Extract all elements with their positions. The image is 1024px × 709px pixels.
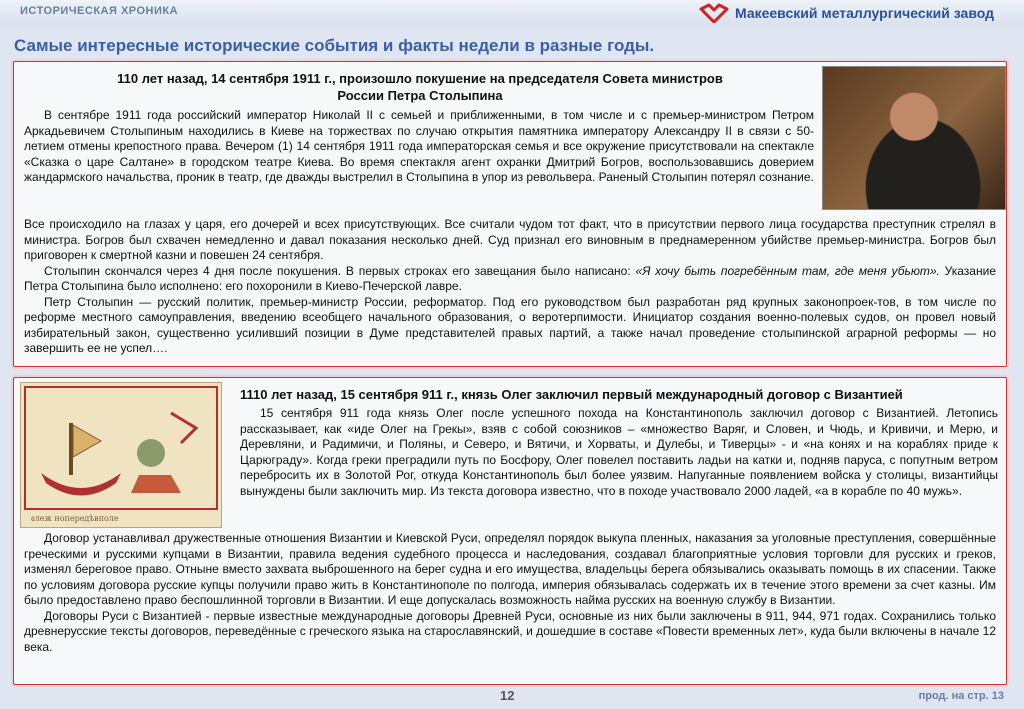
article-title-line2: России Петра Столыпина bbox=[337, 88, 503, 103]
top-bar bbox=[0, 0, 1024, 26]
page-heading: Самые интересные исторические события и факты недели в разные годы. bbox=[14, 36, 655, 55]
brand-logo-icon bbox=[699, 3, 729, 23]
paragraph bbox=[24, 264, 996, 295]
article-body-bottom bbox=[24, 217, 996, 357]
stolypin-portrait bbox=[822, 66, 1006, 210]
article-title: 1110 лет назад, 15 сентября 911 г., князь Олег заключил первый международный договор с Византией bbox=[240, 387, 903, 402]
article-body-top bbox=[24, 108, 814, 186]
paragraph: Все происходило на глазах у царя, его дочерей и всех присутствующих. Все считали чудом тот факт, что в присутствии первого лица государства преступник стрелял в министра. Богров был схвачен немедленно и давал показания несколько дней. Суд признал его виновным в преднамеренном убийстве премьер-министра. Богров был приговорен к смертной казни и повешен 24 сентября. bbox=[24, 217, 996, 262]
article-oleg bbox=[13, 377, 1007, 685]
text-span: Указание Петра Столыпина было исполнено: его похоронили в Киево-Печерской лавре. bbox=[24, 263, 996, 293]
article-title-line1: 110 лет назад, 14 сентября 1911 г., произошло покушение на председателя Совета министров bbox=[117, 71, 723, 86]
svg-text:ᲂлеж нопередѣвполе: ᲂлеж нопередѣвполе bbox=[31, 514, 119, 523]
text-span: Столыпин скончался через 4 дня после покушения. В первых строках его завещания было написано: bbox=[44, 263, 636, 278]
article-body-bottom bbox=[24, 531, 996, 655]
continued-note: прод. на стр. 13 bbox=[918, 690, 1004, 702]
paragraph: 15 сентября 911 года князь Олег после успешного похода на Константинополь заключил договор с Византией. Летопись рассказывает, как «иде Олег на Грекы», взяв с собой союзников – «множество Варяг, и Словен, и Чюдь, и Кривичи, и Мерю, и Деревляни, и Радимичи, и Поляны, и Северо, и Вятичи, и Хорваты, и Дулебы, и Тиверцы» - и «на конях и на кораблях приде к Царюграду». Когда греки преградили путь по Босфору, Олег повелел поставить ладьи на катки и, подняв паруса, с попутным ветром перебросить их в Золотой Рог, откуда Константинополь был более уязвим. Напуганные появлением войска у столицы, византийцы вынуждены были заключить мир. Из текста договора известно, что в походе участвовало 2000 ладей, «а в корабле по 40 мужь». bbox=[240, 406, 998, 498]
article-title bbox=[22, 70, 818, 104]
miniature-illustration bbox=[21, 383, 221, 527]
paragraph: Договоры Руси с Византией - первые известные международные договоры Древней Руси, основные из них были заключены в 911, 944, 971 годах. Сохранились только древнерусские тексты договоров, переведённые с греческого языка на старославянский, и дошедшие в составе «Повести временных лет», куда были включены в начале 12 века. bbox=[24, 608, 996, 654]
chronicle-miniature bbox=[20, 382, 222, 528]
article-stolypin bbox=[13, 61, 1007, 367]
brand bbox=[699, 3, 994, 23]
paragraph: Договор устанавливал дружественные отношения Византии и Киевской Руси, определял порядок выкупа пленных, наказания за уголовные преступления, совершённые греческими и русскими купцами в Византии, правила ведения судебного процесса и наследования, создавал благоприятные условия торговли для русских и греков, изменял береговое право. Отныне вместо захвата выброшенного на берег судна и его имущества, владельцы берега обязывались оказывать помощь в их спасении. Также по условиям договора русские купцы получили право жить в Константинополе по полгода, империя обязывалась содержать их в течение этого времени за счет казны. Им было предоставлено право беспошлинной торговли в Византии. И еще допускалась возможность найма русских на военную службу в Византии. bbox=[24, 531, 996, 607]
paragraph: Петр Столыпин — русский политик, премьер-министр России, реформатор. Под его руководством был разработан ряд крупных законопроек-тов, в том числе по реформе местного самоуправления, введению всеобщего начального образования, о веротерпимости. Инициатор создания военно-полевых судов, он провел новый избирательный закон, существенно усиливший позиции в Думе представителей правых партий, а также начал проведение столыпинской аграрной реформы — но завершить ее не успел…. bbox=[24, 294, 996, 355]
article-body-top bbox=[240, 406, 998, 499]
quote-span: «Я хочу быть погребённым там, где меня убьют». bbox=[635, 263, 940, 278]
section-label: ИСТОРИЧЕСКАЯ ХРОНИКА bbox=[20, 5, 179, 17]
brand-name: Макеевский металлургический завод bbox=[734, 5, 994, 21]
page-number: 12 bbox=[500, 688, 515, 703]
paragraph: В сентябре 1911 года российский император Николай II с семьей и приближенными, в том числе и с премьер-министром Петром Аркадьевичем Столыпиным находились в Киеве на торжествах по случаю открытия памятника императору Александру II в связи с 50-летием отмены крепостного права. Вечером (1) 14 сентября 1911 года императорская семья и все окружение присутствовали на спектакле «Сказка о царе Салтане» в городском театре Киева. Во время спектакля агент охранки Дмитрий Богров, воспользовавшись доверием жандармского начальства, проник в театр, где дважды выстрелил в Столыпина в упор из револьвера. Раненый Столыпин потерял сознание. bbox=[24, 108, 814, 184]
